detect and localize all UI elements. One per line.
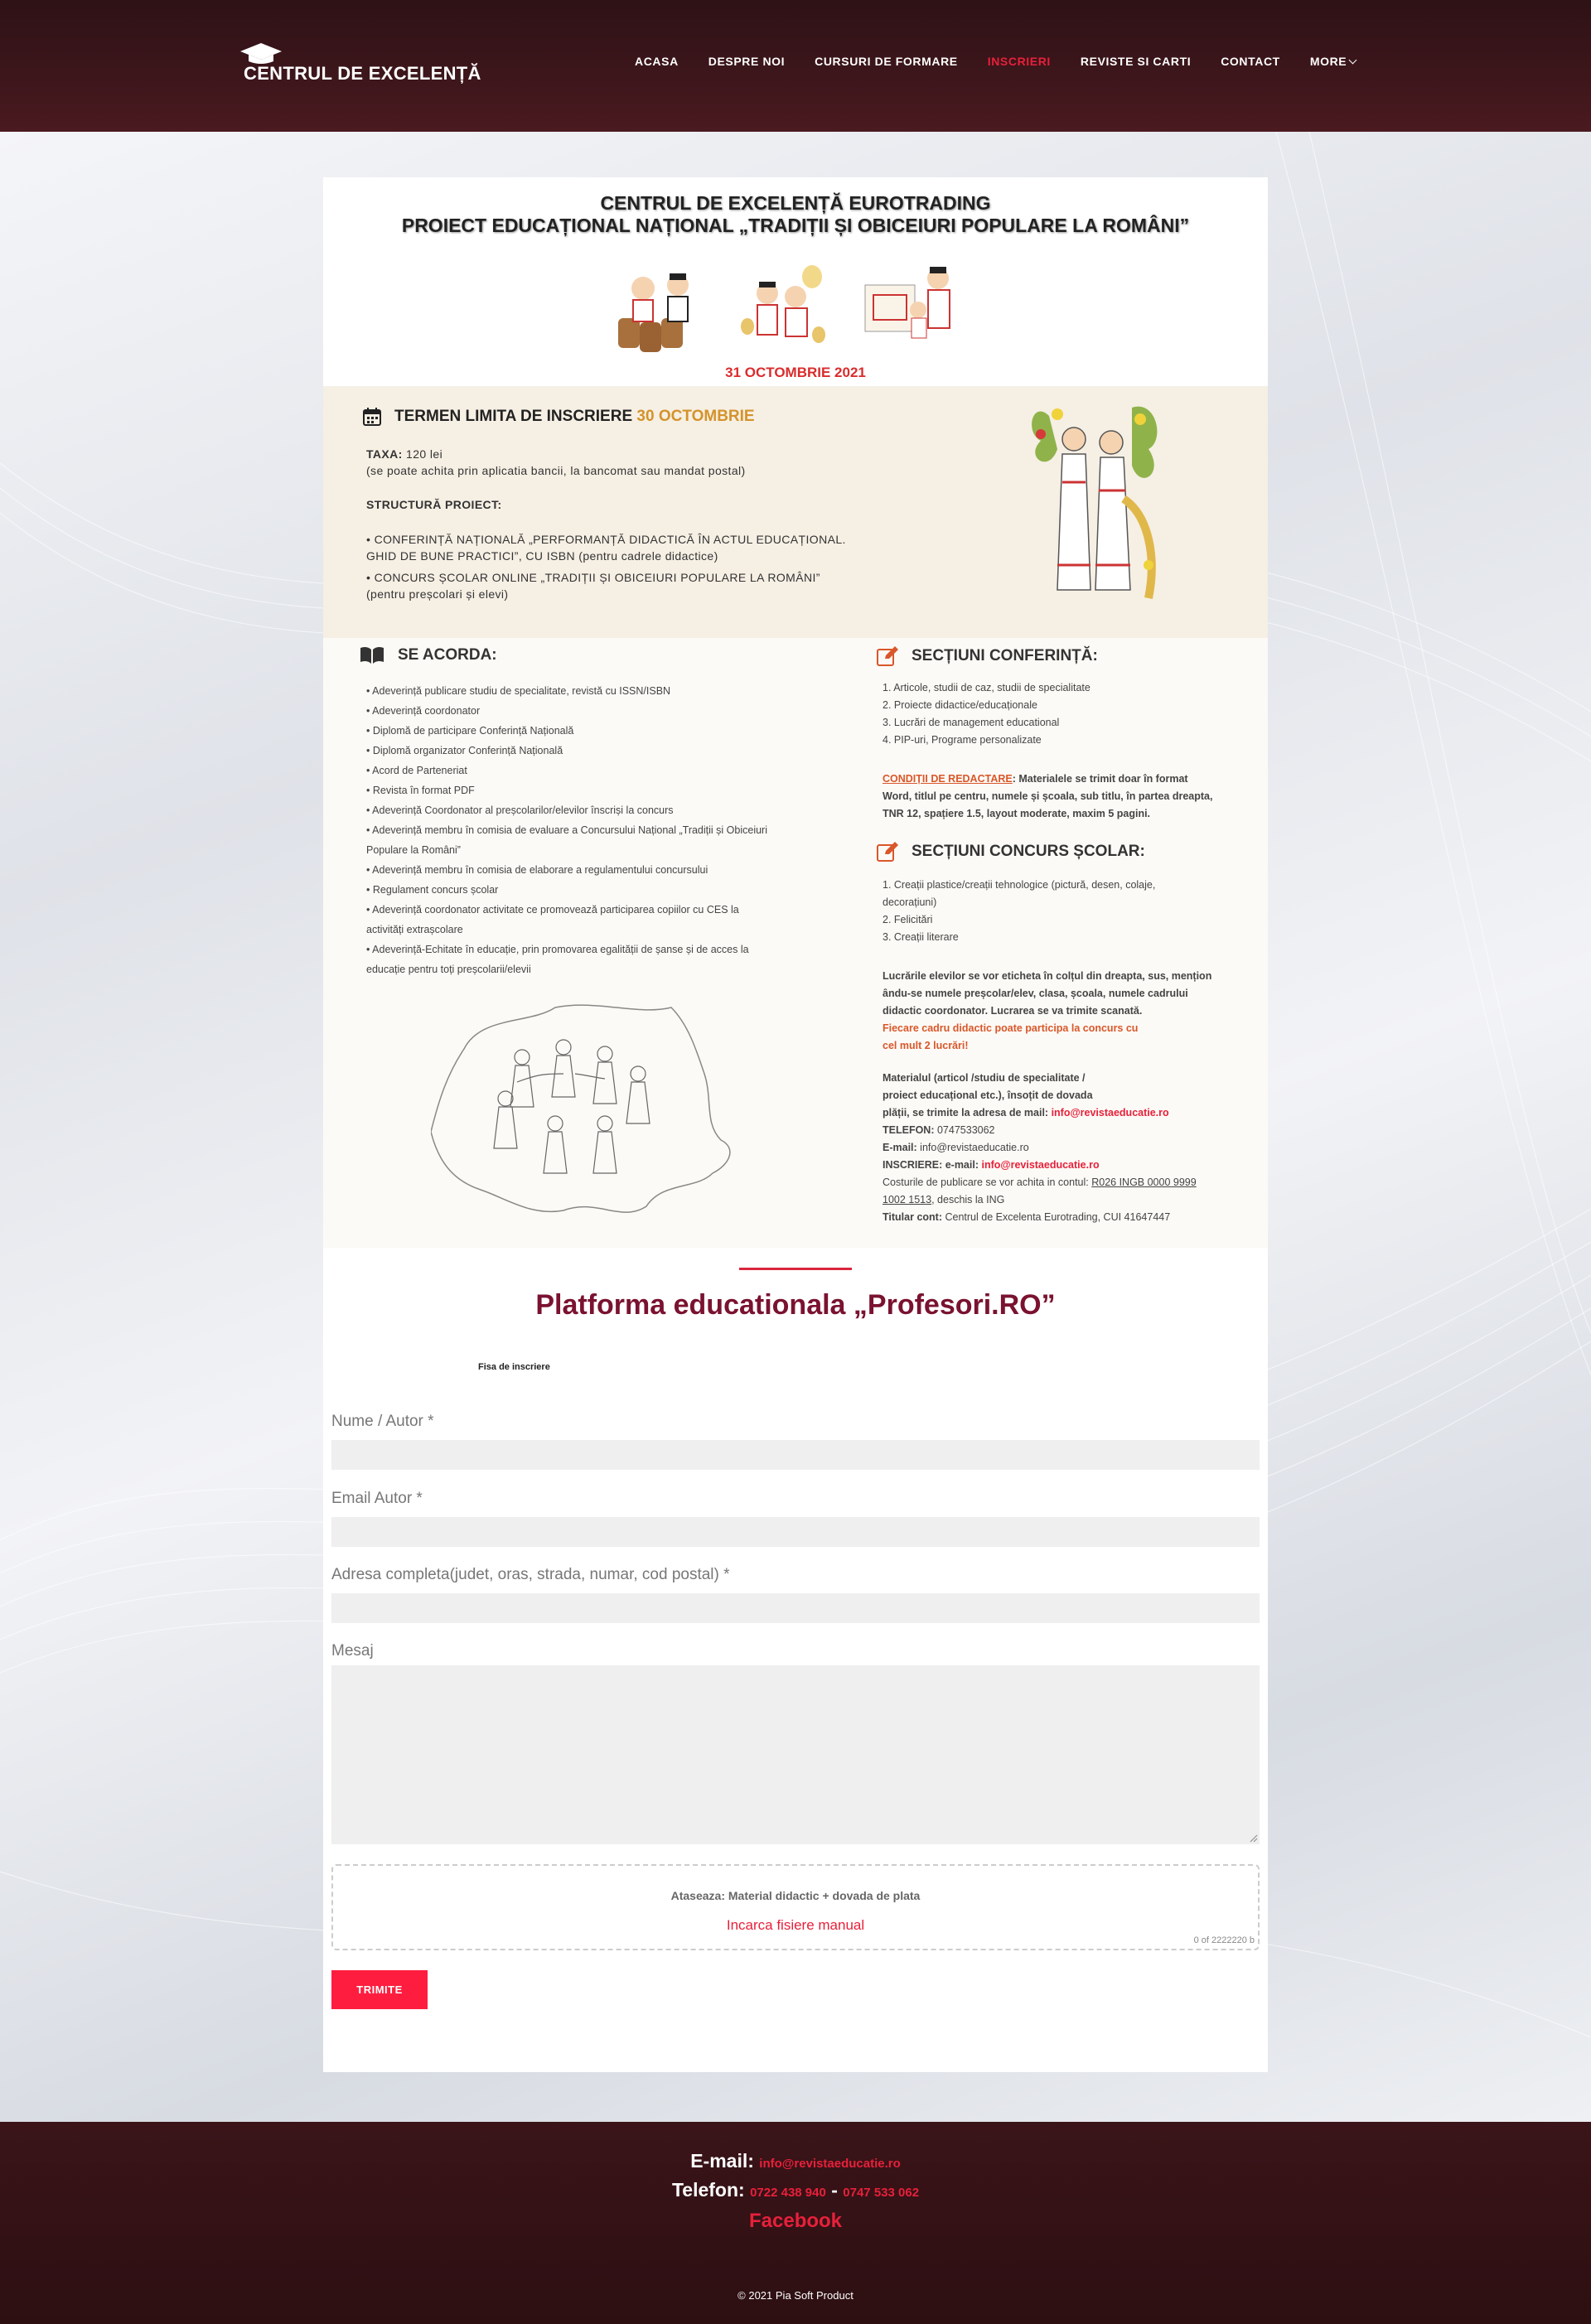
footer-email-link[interactable]: info@revistaeducatie.ro bbox=[759, 2157, 901, 2171]
logo-text: CENTRUL DE EXCELENȚĂ bbox=[244, 63, 481, 84]
children-eggs-image bbox=[737, 260, 829, 355]
conditii-link[interactable]: CONDIȚII DE REDACTARE bbox=[883, 773, 1013, 785]
romania-map-image bbox=[431, 999, 746, 1223]
open-book-icon bbox=[360, 646, 384, 664]
edit-icon bbox=[877, 842, 898, 862]
nume-label: Nume / Autor * bbox=[331, 1413, 434, 1430]
deadline-label: TERMEN LIMITA DE INSCRIERE bbox=[394, 408, 633, 425]
folk-dancers-image bbox=[1024, 399, 1165, 615]
list-item: • Acord de Parteneriat bbox=[366, 765, 467, 776]
list-item: 1. Creații plastice/creații tehnologice (pictură, desen, colaje, bbox=[883, 879, 1156, 891]
site-header bbox=[0, 0, 1591, 132]
main-card bbox=[323, 177, 1268, 2072]
list-item: 4. PIP-uri, Programe personalizate bbox=[883, 734, 1042, 746]
structura-line: (pentru preșcolari și elevi) bbox=[366, 587, 509, 601]
upload-size: 0 of 2222220 b bbox=[1193, 1935, 1255, 1945]
footer-email-row bbox=[0, 2150, 1591, 2172]
ataseaza-label: Ataseaza: Material didactic + dovada de plata bbox=[670, 1889, 921, 1902]
adresa-input[interactable] bbox=[331, 1593, 1260, 1623]
deadline-heading bbox=[363, 408, 755, 426]
list-item: 1. Articole, studii de caz, studii de specialitate bbox=[883, 682, 1090, 693]
file-dropzone[interactable] bbox=[331, 1864, 1260, 1950]
doc-title-2: PROIECT EDUCAȚIONAL NAȚIONAL „TRADIȚII ȘI OBICEIURI POPULARE LA ROMÂNI” bbox=[401, 215, 1190, 236]
se-acorda-list bbox=[366, 681, 797, 979]
conditii-line: Word, titlul pe centru, numele și școala, sub titlu, în partea dreapta, bbox=[883, 790, 1213, 802]
sectiuni-conferinta-list bbox=[883, 679, 1090, 749]
chevron-down-icon bbox=[1349, 56, 1357, 65]
nav-acasa[interactable]: ACASA bbox=[635, 55, 679, 68]
fisa-label: Fisa de inscriere bbox=[478, 1362, 550, 1372]
taxa-label: TAXA: bbox=[366, 447, 403, 461]
list-item: • Adeverință publicare studiu de specialitate, revistă cu ISSN/ISBN bbox=[366, 685, 671, 697]
iban-tail: , deschis la ING bbox=[931, 1194, 1005, 1205]
material-line: Materialul (articol /studiu de specialitate / bbox=[883, 1072, 1086, 1084]
email-label: E-mail: bbox=[883, 1142, 917, 1153]
footer-tel-label: Telefon: bbox=[671, 2179, 745, 2201]
list-item: • Adeverință membru în comisia de evaluare a Concursului Național „Tradiții și Obiceiuri bbox=[366, 824, 767, 836]
main-nav bbox=[635, 55, 1385, 68]
email-link[interactable]: info@revistaeducatie.ro bbox=[1051, 1107, 1169, 1119]
footer-sep: - bbox=[831, 2179, 838, 2201]
email-value: info@revistaeducatie.ro bbox=[920, 1142, 1029, 1153]
nav-despre-noi[interactable]: DESPRE NOI bbox=[708, 55, 786, 68]
nav-cursuri[interactable]: CURSURI DE FORMARE bbox=[815, 55, 958, 68]
lucrari-block bbox=[883, 968, 1227, 1055]
list-item: educație pentru toți preșcolarii/elevii bbox=[366, 964, 531, 975]
mesaj-textarea[interactable] bbox=[331, 1665, 1260, 1844]
list-item: 3. Lucrări de management educational bbox=[883, 717, 1060, 728]
upload-manual-link[interactable]: Incarca fisiere manual bbox=[726, 1917, 865, 1933]
edit-icon bbox=[877, 646, 898, 666]
taxa-value: 120 lei bbox=[406, 447, 443, 461]
adresa-label: Adresa completa(judet, oras, strada, numar, cod postal) * bbox=[331, 1566, 730, 1583]
nav-more-label: MORE bbox=[1309, 55, 1347, 68]
titular-label: Titular cont: bbox=[883, 1211, 942, 1223]
nav-contact[interactable]: CONTACT bbox=[1221, 55, 1280, 68]
contact-block bbox=[883, 1070, 1247, 1226]
list-item: • Revista în format PDF bbox=[366, 785, 475, 796]
iban-part2: 1002 1513 bbox=[883, 1194, 932, 1205]
footer-email-label: E-mail: bbox=[690, 2150, 754, 2172]
inscriere-email-link[interactable]: info@revistaeducatie.ro bbox=[981, 1159, 1100, 1171]
children-paper-image bbox=[862, 260, 961, 355]
submit-button[interactable]: TRIMITE bbox=[331, 1970, 428, 2009]
list-item: Populare la Români” bbox=[366, 844, 461, 856]
footer-tel1[interactable]: 0722 438 940 bbox=[750, 2186, 826, 2200]
se-acorda-title: SE ACORDA: bbox=[398, 646, 497, 664]
nav-reviste[interactable]: REVISTE SI CARTI bbox=[1080, 55, 1192, 68]
nume-input[interactable] bbox=[331, 1440, 1260, 1470]
structura-label: STRUCTURĂ PROIECT: bbox=[366, 498, 502, 511]
list-item: • Regulament concurs școlar bbox=[366, 884, 499, 896]
site-footer bbox=[0, 2122, 1591, 2324]
list-item: activități extrașcolare bbox=[366, 924, 463, 935]
fiecare-line: cel mult 2 lucrări! bbox=[883, 1040, 969, 1051]
list-item: decorațiuni) bbox=[883, 896, 937, 908]
nav-more[interactable] bbox=[1310, 55, 1356, 68]
fiecare-line: Fiecare cadru didactic poate participa la concurs cu bbox=[883, 1022, 1139, 1034]
structura-line: • CONCURS ȘCOLAR ONLINE „TRADIȚII ȘI OBICEIURI POPULARE LA ROMÂNI” bbox=[366, 571, 820, 584]
list-item: • Diplomă organizator Conferință Națională bbox=[366, 745, 563, 756]
doc-title-1: CENTRUL DE EXCELENȚĂ EUROTRADING bbox=[600, 192, 991, 214]
sectiuni-conferinta-title: SECȚIUNI CONFERINȚĂ: bbox=[912, 647, 1098, 664]
list-item: • Adeverință coordonator bbox=[366, 705, 481, 717]
lucrari-line: Lucrările elevilor se vor eticheta în colțul din dreapta, sus, mențion bbox=[883, 970, 1212, 982]
email-input[interactable] bbox=[331, 1517, 1260, 1547]
list-item: 3. Creații literare bbox=[883, 931, 959, 943]
iban-part1: R026 INGB 0000 9999 bbox=[1091, 1176, 1197, 1188]
structura-line: GHID DE BUNE PRACTICI”, CU ISBN (pentru cadrele didactice) bbox=[366, 549, 718, 563]
lucrari-line: ându-se numele preșcolar/elev, clasa, școala, numele cadrului bbox=[883, 988, 1188, 999]
sectiuni-conferinta-heading bbox=[877, 646, 1098, 666]
graduation-cap-icon bbox=[240, 41, 282, 65]
deadline-value: 30 OCTOMBRIE bbox=[636, 408, 755, 425]
list-item: • Adeverință coordonator activitate ce promovează participarea copiilor cu CES la bbox=[366, 904, 739, 916]
sectiuni-concurs-title: SECȚIUNI CONCURS ȘCOLAR: bbox=[912, 843, 1145, 860]
footer-facebook-link[interactable]: Facebook bbox=[748, 2210, 843, 2232]
nav-inscrieri[interactable]: INSCRIERI bbox=[987, 55, 1051, 68]
footer-tel2[interactable]: 0747 533 062 bbox=[843, 2186, 920, 2200]
list-item: 2. Proiecte didactice/educaționale bbox=[883, 699, 1037, 711]
list-item: • Adeverință membru în comisia de elaborare a regulamentului concursului bbox=[366, 864, 708, 876]
structura-line: • CONFERINȚĂ NAȚIONALĂ „PERFORMANȚĂ DIDACTICĂ ÎN ACTUL EDUCAȚIONAL. bbox=[366, 533, 846, 546]
calendar-icon bbox=[363, 408, 381, 426]
list-item: • Adeverință-Echitate în educație, prin promovarea egalității de șanse și de acces la bbox=[366, 944, 749, 955]
email-label: Email Autor * bbox=[331, 1490, 423, 1507]
sectiuni-concurs-list bbox=[883, 877, 1227, 946]
deadline-section bbox=[323, 386, 1268, 638]
site-logo[interactable] bbox=[239, 40, 481, 86]
titular-value: Centrul de Excelenta Eurotrading, CUI 41647447 bbox=[942, 1211, 1171, 1223]
event-date: 31 OCTOMBRIE 2021 bbox=[725, 365, 866, 380]
children-barrels-image bbox=[615, 260, 706, 355]
conditii-line: TNR 12, spațiere 1.5, layout moderate, maxim 5 pagini. bbox=[883, 808, 1151, 819]
cost-label: Costurile de publicare se vor achita in contul: bbox=[883, 1176, 1092, 1188]
resize-handle-icon[interactable] bbox=[1248, 1833, 1258, 1843]
se-acorda-heading bbox=[360, 646, 497, 664]
copyright: © 2021 Pia Soft Product bbox=[737, 2289, 854, 2302]
section-divider bbox=[739, 1268, 852, 1270]
lucrari-line: didactic coordonator. Lucrarea se va trimite scanată. bbox=[883, 1005, 1143, 1017]
mail-label: plății, se trimite la adresa de mail: bbox=[883, 1107, 1052, 1119]
footer-phone-row bbox=[0, 2179, 1591, 2201]
inscriere-label: INSCRIERE: e-mail: bbox=[883, 1159, 979, 1171]
list-item: • Diplomă de participare Conferință Națională bbox=[366, 725, 574, 737]
conditii-line: : Materialele se trimit doar în format bbox=[1012, 773, 1188, 785]
telefon-value: 0747533062 bbox=[936, 1124, 995, 1136]
telefon-label: TELEFON: bbox=[883, 1124, 935, 1136]
list-item: 2. Felicitări bbox=[883, 914, 933, 925]
mesaj-label: Mesaj bbox=[331, 1642, 374, 1660]
material-line: proiect educațional etc.), însoțit de dovada bbox=[883, 1090, 1093, 1101]
taxa-note: (se poate achita prin aplicatia bancii, la bancomat sau mandat postal) bbox=[366, 464, 746, 477]
sectiuni-concurs-heading bbox=[877, 842, 1145, 862]
platform-title: Platforma educationala „Profesori.RO” bbox=[535, 1289, 1056, 1321]
list-item: • Adeverință Coordonator al preșcolarilor/elevilor înscriși la concurs bbox=[366, 804, 674, 816]
taxa-block bbox=[366, 446, 846, 602]
conditii-redactare bbox=[883, 771, 1227, 823]
details-section bbox=[323, 638, 1268, 1248]
